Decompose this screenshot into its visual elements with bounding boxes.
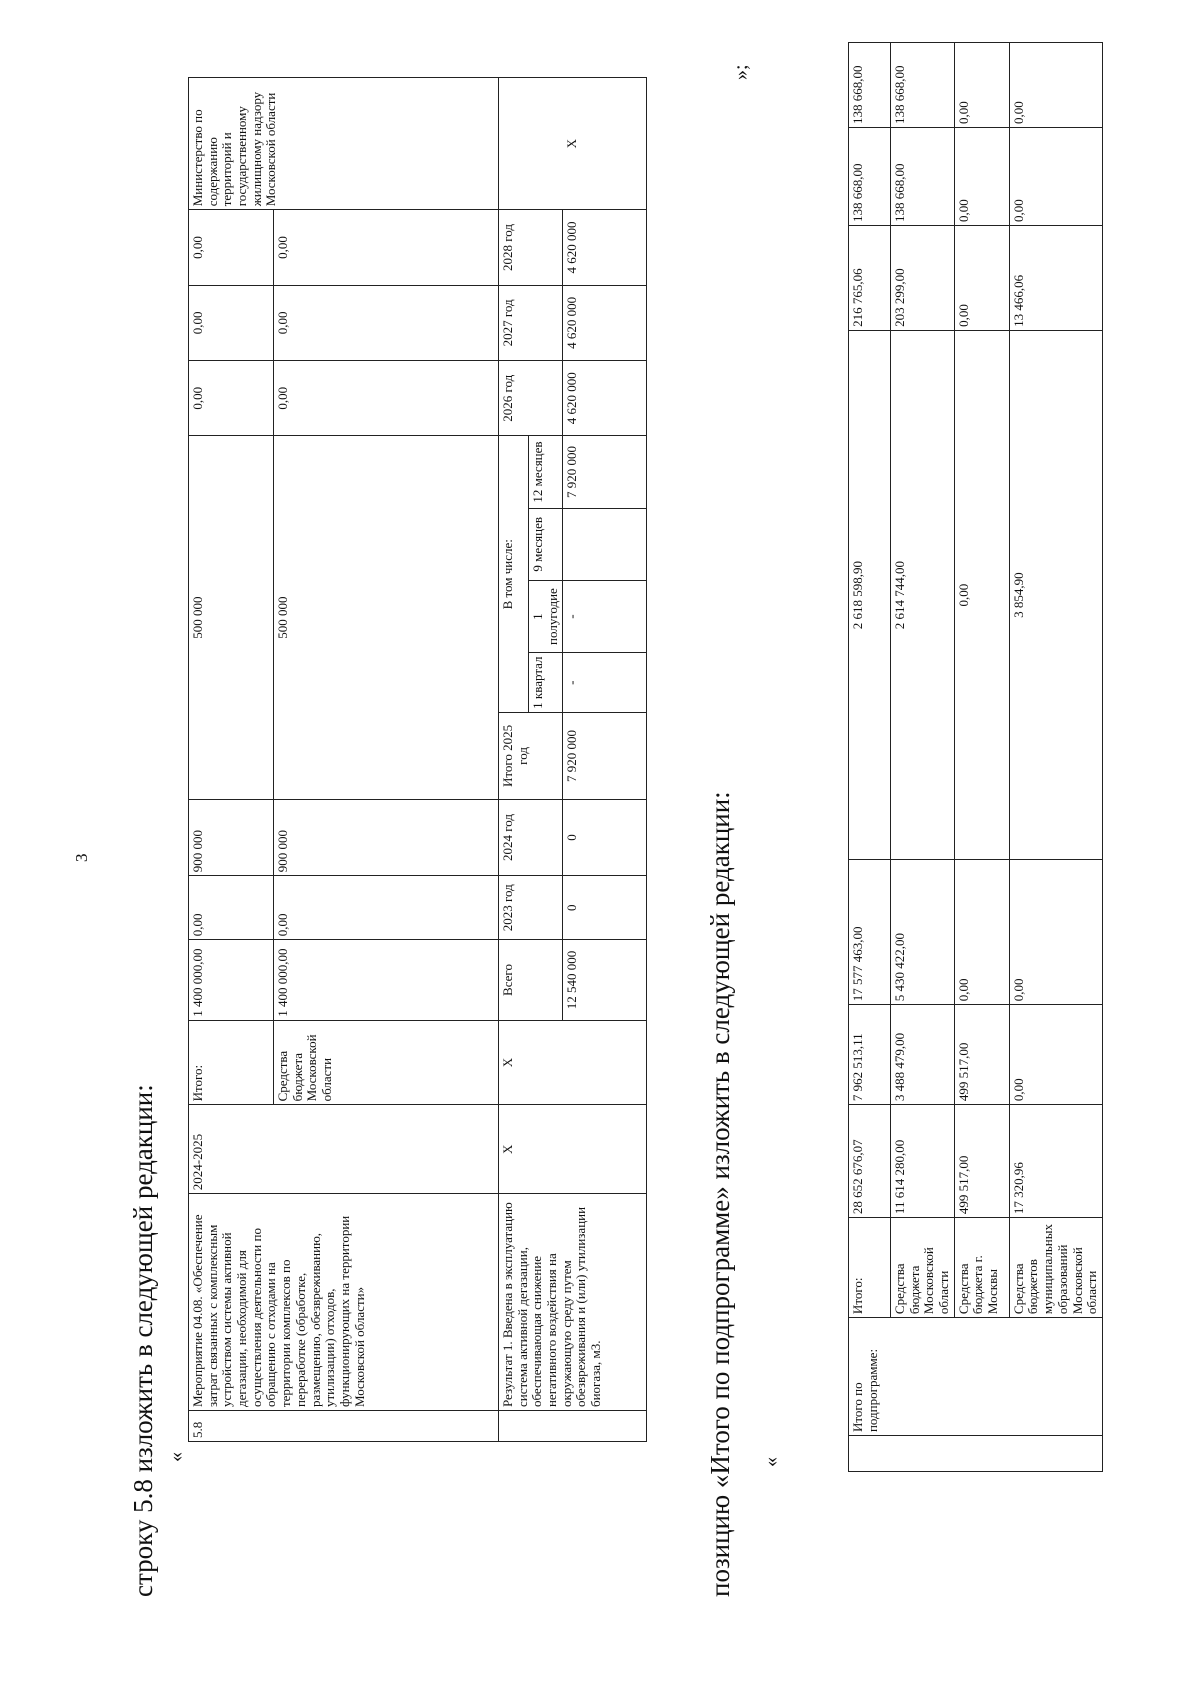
table-row-2028: 138 668,00 [849,43,891,128]
table-row-2023: 3 488 479,00 [891,1005,955,1105]
result-total: 12 540 000 [563,940,647,1021]
period: 2024-2025 [189,1105,499,1194]
table-row-2024: 5 430 422,00 [891,860,955,1005]
table-row-2026: 13 466,06 [1009,225,1102,330]
table-row-2023: 499 517,00 [954,1005,1009,1105]
header-h1: 1 полугодие [529,580,563,652]
header-including: В том числе: [499,436,529,713]
result-2027: 4 620 000 [563,285,647,360]
result-12m: 7 920 000 [563,436,647,508]
result-2025: 7 920 000 [563,713,647,800]
table-row-2024: 0,00 [1009,860,1102,1005]
budget-2028: 0,00 [274,210,499,285]
table-row-2025: 0,00 [954,330,1009,859]
table-row-2027: 138 668,00 [891,128,955,226]
table-row-2025: 2 614 744,00 [891,330,955,859]
header-total: Всего [499,940,563,1021]
subprogram-label: Итого по подпрограмме: [849,1318,1103,1436]
table-row-2025: 2 618 598,90 [849,330,891,859]
table-row-2027: 0,00 [954,128,1009,226]
table-row-2028: 0,00 [1009,43,1102,128]
result-source-x: X [499,1020,647,1105]
header-12m: 12 месяцев [529,436,563,508]
value-2025: 500 000 [189,436,274,799]
table-row-2023: 7 962 513,11 [849,1005,891,1105]
table-row-2026: 216 765,06 [849,225,891,330]
header-2027: 2027 год [499,285,563,360]
table-row-2027: 0,00 [1009,128,1102,226]
budget-2027: 0,00 [274,285,499,360]
budget-2023: 0,00 [274,876,499,940]
budget-2026: 0,00 [274,361,499,436]
header-2023: 2023 год [499,876,563,940]
header-2025: Итого 2025 год [499,713,563,800]
header-2026: 2026 год [499,361,563,436]
result-2023: 0 [563,876,647,940]
close-quote: »; [730,64,752,80]
table-row-source: Средства бюджета г. Москвы [954,1218,1009,1318]
table-row-source: Средства бюджета Московской области [891,1218,955,1318]
table-row-total: 17 320,96 [1009,1105,1102,1218]
heading-row-5-8: строку 5.8 изложить в следующей редакции: [128,1084,158,1597]
header-2024: 2024 год [499,799,563,875]
source-budget-label: Средства бюджета Московской области [274,1020,499,1105]
responsible-executor: Министерство по содержанию территорий и государственному жилищному надзору Московской области [189,78,499,210]
result-2028: 4 620 000 [563,210,647,285]
table-row-2023: 0,00 [1009,1005,1102,1105]
event-description: Мероприятие 04.08. «Обеспечение затрат связанных с комплексным устройством системы активной дегазации, необходимой для осуществления деятельности по обращению с отходами на территории комплексов по переработке (обработке, размещению, обезвреживанию, утилизации) отходов, функционирующих на территории Московской области» [189,1194,499,1411]
value-2027: 0,00 [189,285,274,360]
table-row-5-8 [188,77,647,1442]
header-2028: 2028 год [499,210,563,285]
table-row-2026: 203 299,00 [891,225,955,330]
result-h1: - [563,580,647,652]
budget-2025: 500 000 [274,436,499,799]
heading-subprogram-total: позицию «Итого по подпрограмме» изложить в следующей редакции: [705,791,735,1597]
result-q1: - [563,653,647,713]
value-2024: 900 000 [189,799,274,875]
table-row-2027: 138 668,00 [849,128,891,226]
result-responsible-x: X [499,78,647,210]
row-number: 5.8 [189,1411,499,1442]
table-row-source: Итого: [849,1218,891,1318]
budget-2024: 900 000 [274,799,499,875]
result-period-x: X [499,1105,647,1194]
source-total-label: Итого: [189,1020,274,1105]
result-9m [563,508,647,580]
table-subprogram-total [848,42,1103,1472]
table-row-total: 28 652 676,07 [849,1105,891,1218]
table-row-2026: 0,00 [954,225,1009,330]
value-2028: 0,00 [189,210,274,285]
page-number: 3 [72,853,91,862]
table-row-2024: 17 577 463,00 [849,860,891,1005]
table-row-2025: 3 854,90 [1009,330,1102,859]
result-2026: 4 620 000 [563,361,647,436]
table-row-source: Средства бюджетов муниципальных образований Московской области [1009,1218,1102,1318]
header-9m: 9 месяцев [529,508,563,580]
open-quote-2: « [760,1457,782,1467]
table-row-total: 11 614 280,00 [891,1105,955,1218]
value-2026: 0,00 [189,361,274,436]
table-row-2024: 0,00 [954,860,1009,1005]
header-q1: 1 квартал [529,653,563,713]
result-description: Результат 1. Введена в эксплуатацию система активной дегазации, обеспечивающая снижение негативного воздействия на окружающую среду путем обезвреживания и (или) утилизации биогаза, м3. [499,1194,647,1411]
budget-total-value: 1 400 000,00 [274,940,499,1021]
table-row-2028: 0,00 [954,43,1009,128]
table-row-2028: 138 668,00 [891,43,955,128]
value-2023: 0,00 [189,876,274,940]
result-2024: 0 [563,799,647,875]
table-row-total: 499 517,00 [954,1105,1009,1218]
open-quote: « [165,1452,187,1462]
total-value: 1 400 000,00 [189,940,274,1021]
